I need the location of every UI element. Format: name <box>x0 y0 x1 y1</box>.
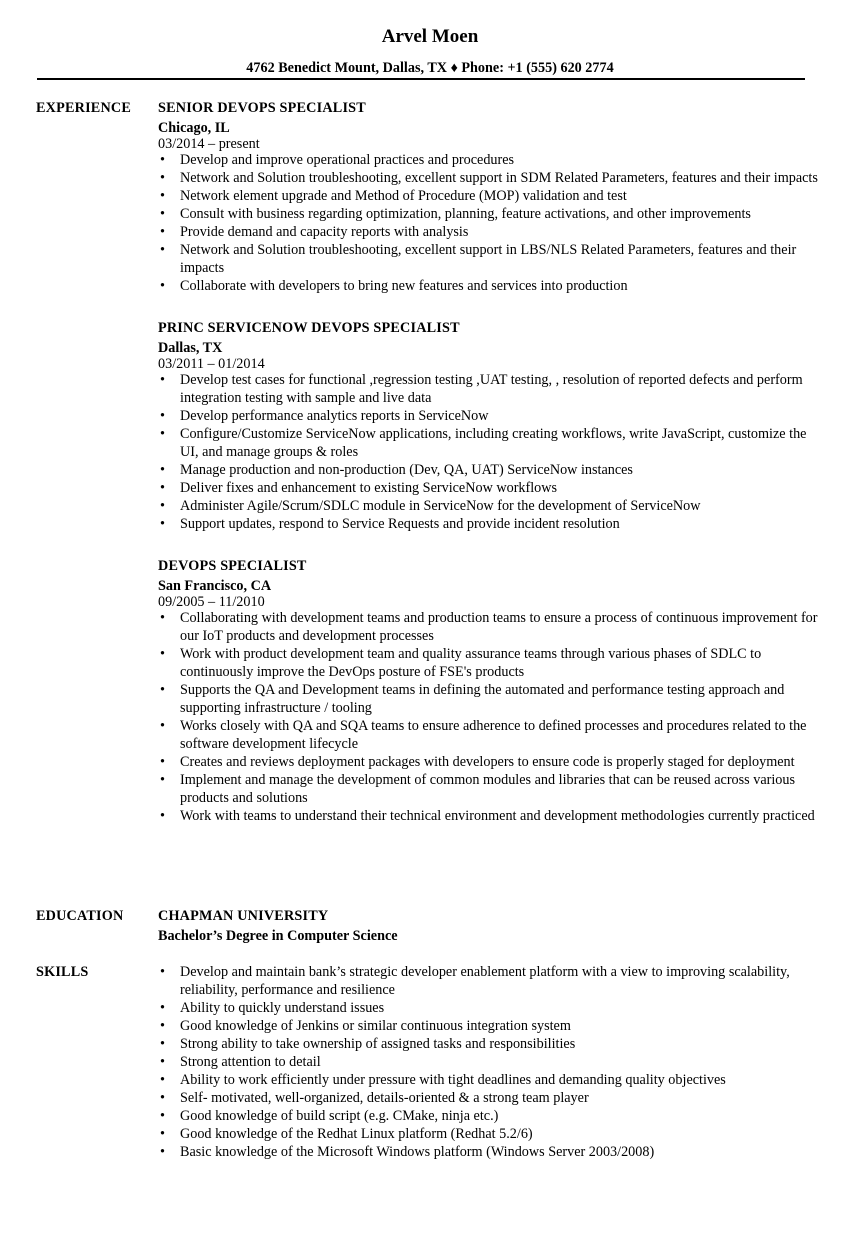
job-location: Chicago, IL <box>158 120 230 136</box>
list-item: • Self- motivated, well-organized, details-oriented & a strong team player <box>158 1089 818 1107</box>
header-divider <box>37 78 805 80</box>
list-item: • Network and Solution troubleshooting, excellent support in LBS/NLS Related Parameters, features and their impacts <box>158 241 818 277</box>
job-bullets <box>158 151 818 295</box>
job-dates: 09/2005 – 11/2010 <box>158 594 265 610</box>
list-item: • Develop and improve operational practices and procedures <box>158 151 818 169</box>
list-item: • Ability to quickly understand issues <box>158 999 818 1017</box>
candidate-name: Arvel Moen <box>381 26 479 47</box>
list-item: • Administer Agile/Scrum/SDLC module in ServiceNow for the development of ServiceNow <box>158 497 818 515</box>
list-item: • Manage production and non-production (Dev, QA, UAT) ServiceNow instances <box>158 461 818 479</box>
job-bullets <box>158 371 818 533</box>
job-entry <box>158 99 818 295</box>
list-item: • Collaborate with developers to bring new features and services into production <box>158 277 818 295</box>
list-item: • Develop performance analytics reports in ServiceNow <box>158 407 818 425</box>
list-item: • Configure/Customize ServiceNow applications, including creating workflows, write JavaScript, customize the UI, and manage groups & roles <box>158 425 818 461</box>
skills-body <box>158 963 818 1161</box>
job-dates: 03/2011 – 01/2014 <box>158 356 265 372</box>
list-item: • Deliver fixes and enhancement to existing ServiceNow workflows <box>158 479 818 497</box>
list-item: • Creates and reviews deployment packages with developers to ensure code is properly staged for deployment <box>158 753 818 771</box>
list-item: • Provide demand and capacity reports with analysis <box>158 223 818 241</box>
job-title: PRINC SERVICENOW DEVOPS SPECIALIST <box>158 320 460 336</box>
skills-heading: SKILLS <box>36 964 89 980</box>
list-item: • Basic knowledge of the Microsoft Windows platform (Windows Server 2003/2008) <box>158 1143 818 1161</box>
list-item: • Support updates, respond to Service Requests and provide incident resolution <box>158 515 818 533</box>
experience-body <box>158 99 818 849</box>
list-item: • Network element upgrade and Method of Procedure (MOP) validation and test <box>158 187 818 205</box>
job-title: DEVOPS SPECIALIST <box>158 558 307 574</box>
list-item: • Develop and maintain bank’s strategic developer enablement platform with a view to improving scalability, reliability, performance and resilience <box>158 963 818 999</box>
list-item: • Good knowledge of build script (e.g. CMake, ninja etc.) <box>158 1107 818 1125</box>
list-item: • Ability to work efficiently under pressure with tight deadlines and demanding quality objectives <box>158 1071 818 1089</box>
list-item: • Strong ability to take ownership of assigned tasks and responsibilities <box>158 1035 818 1053</box>
job-location: Dallas, TX <box>158 340 223 356</box>
list-item: • Implement and manage the development of common modules and libraries that can be reused across various products and solutions <box>158 771 818 807</box>
job-entry <box>158 557 818 825</box>
contact-line: 4762 Benedict Mount, Dallas, TX ♦ Phone: +1 (555) 620 2774 <box>246 60 614 76</box>
list-item: • Supports the QA and Development teams in defining the automated and performance testing approach and supporting infrastructure / tooling <box>158 681 818 717</box>
education-body <box>158 907 818 945</box>
list-item: • Works closely with QA and SQA teams to ensure adherence to defined processes and procedures related to the software development lifecycle <box>158 717 818 753</box>
list-item: • Develop test cases for functional ,regression testing ,UAT testing, , resolution of reported defects and perform integration testing with sample and live data <box>158 371 818 407</box>
list-item: • Network and Solution troubleshooting, excellent support in SDM Related Parameters, features and their impacts <box>158 169 818 187</box>
list-item: • Good knowledge of Jenkins or similar continuous integration system <box>158 1017 818 1035</box>
skills-list <box>158 963 818 1161</box>
education-school: CHAPMAN UNIVERSITY <box>158 908 329 924</box>
job-location: San Francisco, CA <box>158 578 272 594</box>
experience-heading: EXPERIENCE <box>36 100 132 116</box>
list-item: • Work with product development team and quality assurance teams through various phases of SDLC to continuously improve the DevOps posture of FSE's products <box>158 645 818 681</box>
job-title: SENIOR DEVOPS SPECIALIST <box>158 100 366 116</box>
education-heading: EDUCATION <box>36 908 124 924</box>
list-item: • Work with teams to understand their technical environment and development methodologies currently practiced <box>158 807 818 825</box>
list-item: • Consult with business regarding optimization, planning, feature activations, and other improvements <box>158 205 818 223</box>
job-entry <box>158 319 818 533</box>
job-dates: 03/2014 – present <box>158 136 260 152</box>
list-item: • Strong attention to detail <box>158 1053 818 1071</box>
education-degree: Bachelor’s Degree in Computer Science <box>158 928 398 944</box>
job-bullets <box>158 609 818 825</box>
list-item: • Good knowledge of the Redhat Linux platform (Redhat 5.2/6) <box>158 1125 818 1143</box>
list-item: • Collaborating with development teams and production teams to ensure a process of continuous improvement for our IoT products and development processes <box>158 609 818 645</box>
